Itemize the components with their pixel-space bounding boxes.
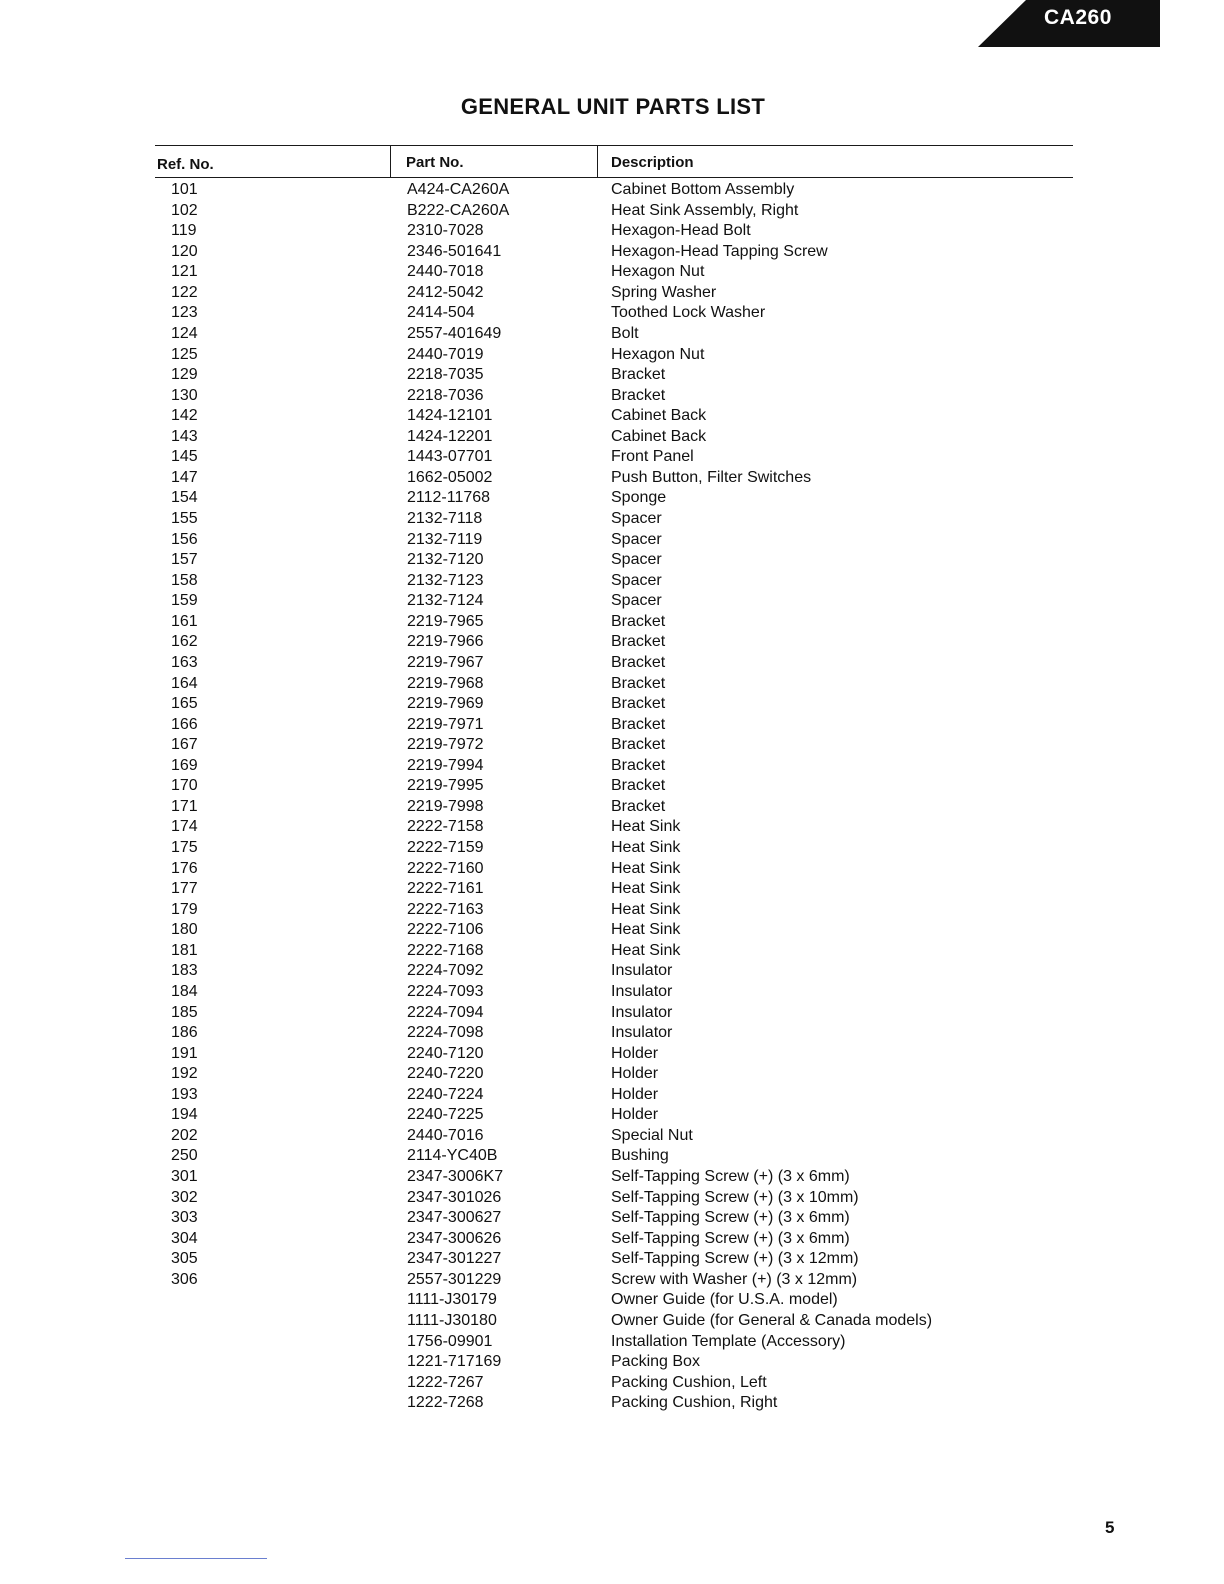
table-row <box>0 509 1224 530</box>
ref-no-cell: 183 <box>171 962 198 980</box>
ref-no-cell: 180 <box>171 921 198 939</box>
ref-no-cell: 102 <box>171 201 198 219</box>
part-no-cell: 2218-7035 <box>407 366 484 384</box>
column-header-description: Description <box>611 154 694 171</box>
description-cell: Holder <box>611 1044 659 1062</box>
ref-no-cell: 169 <box>171 756 198 774</box>
table-row <box>0 1105 1224 1126</box>
description-cell: Self-Tapping Screw (+) (3 x 6mm) <box>611 1168 850 1185</box>
description-cell: Self-Tapping Screw (+) (3 x 10mm) <box>611 1188 859 1206</box>
description-cell: Bracket <box>611 366 666 384</box>
description-cell: Cabinet Bottom Assembly <box>611 181 795 198</box>
description-cell: Bracket <box>611 653 666 671</box>
part-no-cell: 2440-7018 <box>407 263 484 281</box>
ref-no-cell: 304 <box>171 1229 198 1247</box>
description-cell: Insulator <box>611 1003 673 1021</box>
table-row <box>0 1023 1224 1044</box>
description-cell: Self-Tapping Screw (+) (3 x 6mm) <box>611 1229 850 1247</box>
description-cell: Screw with Washer (+) (3 x 12mm) <box>611 1270 858 1288</box>
ref-no-cell: 122 <box>171 283 198 301</box>
description-cell: Bracket <box>611 386 666 404</box>
ref-no-cell: 119 <box>171 222 197 240</box>
model-tab <box>978 0 1160 47</box>
ref-no-cell: 170 <box>171 777 198 795</box>
ref-no-cell: 302 <box>171 1188 198 1206</box>
description-cell: Bolt <box>611 324 639 342</box>
part-no-cell: 2347-301227 <box>407 1250 502 1268</box>
table-row <box>0 756 1224 777</box>
table-row <box>0 221 1224 242</box>
ref-no-cell: 202 <box>171 1126 198 1144</box>
table-row <box>0 715 1224 736</box>
column-divider <box>597 146 598 177</box>
part-no-cell: 2132-7120 <box>407 551 484 569</box>
description-cell: Spacer <box>611 510 662 527</box>
description-cell: Holder <box>611 1085 659 1103</box>
part-no-cell: 2414-504 <box>407 304 475 322</box>
ref-no-cell: 129 <box>171 366 198 384</box>
table-row <box>0 180 1224 201</box>
table-top-rule <box>155 145 1073 146</box>
part-no-cell: 2132-7124 <box>407 592 484 610</box>
table-row <box>0 1290 1224 1311</box>
part-no-cell: 2132-7123 <box>407 571 484 589</box>
table-row <box>0 530 1224 551</box>
part-no-cell: 2222-7160 <box>407 859 484 877</box>
part-no-cell: B222-CA260A <box>407 201 510 219</box>
description-cell: Heat Sink <box>611 859 681 877</box>
table-row <box>0 571 1224 592</box>
part-no-cell: 2347-301026 <box>407 1188 502 1206</box>
table-row <box>0 653 1224 674</box>
part-no-cell: 2114-YC40B <box>407 1147 498 1165</box>
table-row <box>0 1188 1224 1209</box>
description-cell: Packing Cushion, Right <box>611 1394 778 1412</box>
table-row <box>0 900 1224 921</box>
table-row <box>0 674 1224 695</box>
table-row <box>0 859 1224 880</box>
description-cell: Holder <box>611 1065 659 1083</box>
ref-no-cell: 165 <box>171 695 198 713</box>
description-cell: Bracket <box>611 797 666 815</box>
ref-no-cell: 164 <box>171 674 198 692</box>
description-cell: Holder <box>611 1106 659 1124</box>
column-header-part-no: Part No. <box>406 154 464 171</box>
part-no-cell: 2219-7972 <box>407 736 484 754</box>
table-row <box>0 1003 1224 1024</box>
table-row <box>0 920 1224 941</box>
description-cell: Spring Washer <box>611 283 717 301</box>
part-no-cell: 2112-11768 <box>407 489 491 507</box>
model-tab-label: CA260 <box>1044 6 1112 29</box>
description-cell: Packing Box <box>611 1353 700 1371</box>
description-cell: Heat Sink <box>611 880 681 898</box>
ref-no-cell: 191 <box>171 1044 198 1062</box>
table-row <box>0 694 1224 715</box>
ref-no-cell: 163 <box>171 653 198 671</box>
ref-no-cell: 158 <box>171 571 198 589</box>
table-row <box>0 324 1224 345</box>
table-row <box>0 1393 1224 1414</box>
table-row <box>0 632 1224 653</box>
part-no-cell: 2347-300626 <box>407 1229 502 1247</box>
part-no-cell: 2219-7998 <box>407 797 484 815</box>
part-no-cell: 2219-7968 <box>407 674 484 692</box>
description-cell: Cabinet Back <box>611 427 707 445</box>
part-no-cell: 2219-7969 <box>407 695 484 713</box>
ref-no-cell: 185 <box>171 1003 198 1021</box>
ref-no-cell: 177 <box>171 880 198 898</box>
part-no-cell: 2219-7967 <box>407 653 484 671</box>
table-row <box>0 1270 1224 1291</box>
part-no-cell: 1111-J30180 <box>407 1311 497 1329</box>
ref-no-cell: 167 <box>171 736 198 754</box>
ref-no-cell: 157 <box>171 551 198 569</box>
table-row <box>0 941 1224 962</box>
description-cell: Bracket <box>611 633 666 651</box>
description-cell: Bracket <box>611 715 666 733</box>
ref-no-cell: 162 <box>171 633 198 651</box>
ref-no-cell: 121 <box>171 263 198 281</box>
description-cell: Bushing <box>611 1147 669 1165</box>
part-no-cell: 2219-7966 <box>407 633 484 651</box>
part-no-cell: 2222-7158 <box>407 818 484 836</box>
table-row <box>0 242 1224 263</box>
table-row <box>0 427 1224 448</box>
ref-no-cell: 147 <box>171 468 198 486</box>
part-no-cell: 2224-7094 <box>407 1003 484 1021</box>
description-cell: Toothed Lock Washer <box>611 304 766 322</box>
description-cell: Bracket <box>611 674 666 692</box>
part-no-cell: 2219-7971 <box>407 715 484 733</box>
ref-no-cell: 155 <box>171 510 198 527</box>
part-no-cell: 1111-J30179 <box>407 1291 497 1309</box>
ref-no-cell: 193 <box>171 1085 198 1103</box>
ref-no-cell: 186 <box>171 1024 198 1042</box>
ref-no-cell: 194 <box>171 1106 198 1124</box>
table-row <box>0 1126 1224 1147</box>
table-row <box>0 447 1224 468</box>
part-no-cell: 1222-7268 <box>407 1394 484 1412</box>
table-row <box>0 591 1224 612</box>
part-no-cell: 2346-501641 <box>407 242 502 260</box>
description-cell: Hexagon Nut <box>611 263 705 281</box>
table-row <box>0 1373 1224 1394</box>
table-row <box>0 961 1224 982</box>
part-no-cell: 1424-12101 <box>407 407 493 425</box>
table-row <box>0 406 1224 427</box>
table-row <box>0 838 1224 859</box>
description-cell: Bracket <box>611 695 666 713</box>
description-cell: Packing Cushion, Left <box>611 1373 767 1391</box>
ref-no-cell: 192 <box>171 1065 198 1083</box>
table-row <box>0 776 1224 797</box>
table-row <box>0 345 1224 366</box>
ref-no-cell: 145 <box>171 448 198 466</box>
ref-no-cell: 176 <box>171 859 198 877</box>
part-no-cell: 2440-7016 <box>407 1126 484 1144</box>
description-cell: Bracket <box>611 756 666 774</box>
table-row <box>0 1332 1224 1353</box>
description-cell: Self-Tapping Screw (+) (3 x 12mm) <box>611 1250 859 1268</box>
ref-no-cell: 306 <box>171 1270 198 1288</box>
ref-no-cell: 123 <box>171 304 198 322</box>
ref-no-cell: 181 <box>171 941 198 959</box>
description-cell: Heat Sink <box>611 818 681 836</box>
ref-no-cell: 179 <box>171 900 198 918</box>
description-cell: Bracket <box>611 736 666 754</box>
description-cell: Spacer <box>611 551 662 569</box>
ref-no-cell: 305 <box>171 1250 198 1268</box>
part-no-cell: 2219-7994 <box>407 756 484 774</box>
part-no-cell: 2240-7220 <box>407 1065 484 1083</box>
table-row <box>0 365 1224 386</box>
part-no-cell: 2440-7019 <box>407 345 484 363</box>
part-no-cell: 2224-7092 <box>407 962 484 980</box>
part-no-cell: 2240-7224 <box>407 1085 484 1103</box>
ref-no-cell: 130 <box>171 386 198 404</box>
part-no-cell: 1222-7267 <box>407 1373 484 1391</box>
table-row <box>0 1229 1224 1250</box>
ref-no-cell: 156 <box>171 530 198 548</box>
table-row <box>0 797 1224 818</box>
description-cell: Hexagon Nut <box>611 345 705 363</box>
column-divider <box>390 146 391 177</box>
part-no-cell: 2240-7120 <box>407 1044 484 1062</box>
description-cell: Heat Sink <box>611 921 681 939</box>
ref-no-cell: 120 <box>171 242 198 260</box>
description-cell: Insulator <box>611 962 673 980</box>
description-cell: Spacer <box>611 571 662 589</box>
part-no-cell: 2219-7995 <box>407 777 484 795</box>
description-cell: Bracket <box>611 777 666 795</box>
ref-no-cell: 125 <box>171 345 198 363</box>
table-row <box>0 1146 1224 1167</box>
part-no-cell: 2557-301229 <box>407 1270 502 1288</box>
description-cell: Special Nut <box>611 1126 693 1144</box>
table-row <box>0 735 1224 756</box>
part-no-cell: A424-CA260A <box>407 181 510 198</box>
part-no-cell: 2218-7036 <box>407 386 484 404</box>
part-no-cell: 2224-7098 <box>407 1024 484 1042</box>
ref-no-cell: 250 <box>171 1147 198 1165</box>
table-row <box>0 817 1224 838</box>
table-row <box>0 550 1224 571</box>
ref-no-cell: 124 <box>171 324 198 342</box>
part-no-cell: 2222-7161 <box>407 880 484 898</box>
parts-table <box>0 180 1224 1414</box>
part-no-cell: 1443-07701 <box>407 448 493 466</box>
table-row <box>0 303 1224 324</box>
description-cell: Installation Template (Accessory) <box>611 1332 846 1350</box>
table-row <box>0 1352 1224 1373</box>
part-no-cell: 2132-7118 <box>407 510 483 527</box>
table-row <box>0 612 1224 633</box>
part-no-cell: 1756-09901 <box>407 1332 493 1350</box>
table-row <box>0 1167 1224 1188</box>
table-row <box>0 468 1224 489</box>
page-number: 5 <box>1105 1518 1115 1537</box>
part-no-cell: 1221-717169 <box>407 1353 502 1371</box>
part-no-cell: 1662-05002 <box>407 468 493 486</box>
table-row <box>0 488 1224 509</box>
part-no-cell: 2310-7028 <box>407 222 484 240</box>
description-cell: Spacer <box>611 592 662 610</box>
description-cell: Push Button, Filter Switches <box>611 468 812 486</box>
table-row <box>0 283 1224 304</box>
ref-no-cell: 174 <box>171 818 198 836</box>
ref-no-cell: 161 <box>171 612 198 630</box>
description-cell: Heat Sink Assembly, Right <box>611 201 799 219</box>
description-cell: Sponge <box>611 489 667 507</box>
description-cell: Front Panel <box>611 448 694 466</box>
ref-no-cell: 184 <box>171 982 198 1000</box>
description-cell: Bracket <box>611 612 666 630</box>
description-cell: Insulator <box>611 982 673 1000</box>
ref-no-cell: 166 <box>171 715 198 733</box>
table-row <box>0 201 1224 222</box>
ref-no-cell: 171 <box>171 797 198 815</box>
table-row <box>0 1044 1224 1065</box>
part-no-cell: 2412-5042 <box>407 283 484 301</box>
ref-no-cell: 142 <box>171 407 198 425</box>
description-cell: Insulator <box>611 1024 673 1042</box>
table-row <box>0 386 1224 407</box>
part-no-cell: 2132-7119 <box>407 530 483 548</box>
ref-no-cell: 175 <box>171 839 198 856</box>
column-header-ref-no: Ref. No. <box>157 156 214 173</box>
table-row <box>0 1085 1224 1106</box>
part-no-cell: 2219-7965 <box>407 612 484 630</box>
table-row <box>0 1311 1224 1332</box>
table-row <box>0 1208 1224 1229</box>
part-no-cell: 2347-3006K7 <box>407 1168 504 1185</box>
description-cell: Spacer <box>611 530 662 548</box>
part-no-cell: 2347-300627 <box>407 1209 502 1227</box>
table-row <box>0 879 1224 900</box>
ref-no-cell: 301 <box>171 1168 198 1185</box>
table-row <box>0 262 1224 283</box>
description-cell: Heat Sink <box>611 900 681 918</box>
ref-no-cell: 303 <box>171 1209 198 1227</box>
ref-no-cell: 159 <box>171 592 198 610</box>
table-row <box>0 1249 1224 1270</box>
description-cell: Owner Guide (for General & Canada models) <box>611 1311 933 1329</box>
part-no-cell: 2222-7168 <box>407 941 484 959</box>
table-row <box>0 982 1224 1003</box>
description-cell: Hexagon-Head Bolt <box>611 222 751 240</box>
ref-no-cell: 101 <box>171 181 198 198</box>
table-header-rule <box>155 177 1073 178</box>
footer-line <box>125 1558 267 1559</box>
ref-no-cell: 143 <box>171 427 198 445</box>
part-no-cell: 2222-7159 <box>407 839 484 856</box>
description-cell: Cabinet Back <box>611 407 707 425</box>
part-no-cell: 2240-7225 <box>407 1106 484 1124</box>
description-cell: Heat Sink <box>611 941 681 959</box>
part-no-cell: 2557-401649 <box>407 324 502 342</box>
table-row <box>0 1064 1224 1085</box>
part-no-cell: 2224-7093 <box>407 982 484 1000</box>
description-cell: Owner Guide (for U.S.A. model) <box>611 1291 838 1309</box>
part-no-cell: 2222-7106 <box>407 921 484 939</box>
description-cell: Hexagon-Head Tapping Screw <box>611 242 828 260</box>
part-no-cell: 2222-7163 <box>407 900 484 918</box>
page-title: GENERAL UNIT PARTS LIST <box>460 94 766 119</box>
part-no-cell: 1424-12201 <box>407 427 493 445</box>
description-cell: Self-Tapping Screw (+) (3 x 6mm) <box>611 1209 850 1227</box>
ref-no-cell: 154 <box>171 489 198 507</box>
description-cell: Heat Sink <box>611 839 681 856</box>
